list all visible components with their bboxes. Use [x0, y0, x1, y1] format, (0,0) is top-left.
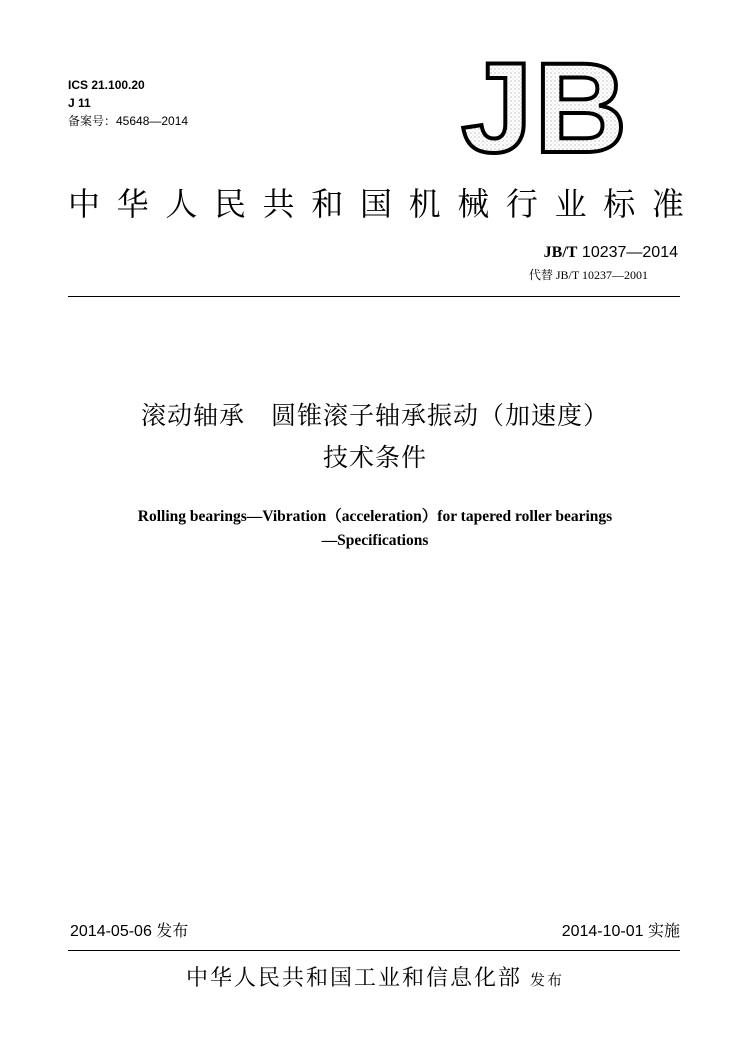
- record-number: 备案号：45648—2014: [68, 114, 189, 128]
- industry-title-char: 械: [457, 185, 490, 223]
- industry-title-char: 业: [554, 185, 587, 223]
- industry-title-char: 共: [262, 185, 295, 223]
- chinese-title-line-2: 技术条件: [322, 443, 427, 472]
- industry-title-char: 华: [116, 185, 149, 223]
- standard-code-prefix: JB/T: [543, 244, 578, 261]
- industry-title-char: 人: [165, 185, 198, 223]
- classification-code: J 11: [68, 96, 91, 110]
- industry-title-char: 标: [603, 185, 636, 223]
- industry-title-char: 准: [651, 185, 684, 223]
- implementation-date: 2014-10-01 实施: [561, 923, 680, 940]
- ics-code: ICS 21.100.20: [68, 78, 145, 92]
- issuing-authority: [0, 962, 750, 997]
- english-title-line-2: —Specifications: [321, 532, 429, 549]
- industry-title-char: 民: [213, 185, 246, 223]
- industry-title-char: 和: [311, 185, 344, 223]
- issue-date: 2014-05-06 发布: [70, 923, 189, 940]
- top-divider: [68, 296, 680, 297]
- english-title-line-1: Rolling bearings—Vibration（acceleration）for tapered roller bearings: [137, 508, 613, 525]
- industry-title-char: 机: [408, 185, 441, 223]
- chinese-title-line-1: 滚动轴承 圆锥滚子轴承振动（加速度）: [140, 401, 609, 430]
- logo-text: JB: [461, 52, 629, 162]
- issuer-suffix: 发布: [530, 971, 565, 989]
- issuer-name: 中华人民共和国工业和信息化部: [185, 966, 522, 991]
- industry-title-char: 行: [505, 185, 538, 223]
- industry-standard-title: [68, 182, 684, 226]
- standard-code: [544, 244, 678, 262]
- industry-title-char: 国: [359, 185, 392, 223]
- jb-logo: [450, 52, 640, 162]
- bottom-divider: [68, 950, 680, 951]
- replaces-standard: 代替 JB/T 10237—2001: [528, 268, 648, 282]
- industry-title-char: 中: [68, 185, 101, 223]
- standard-code-number: 10237—2014: [577, 244, 678, 261]
